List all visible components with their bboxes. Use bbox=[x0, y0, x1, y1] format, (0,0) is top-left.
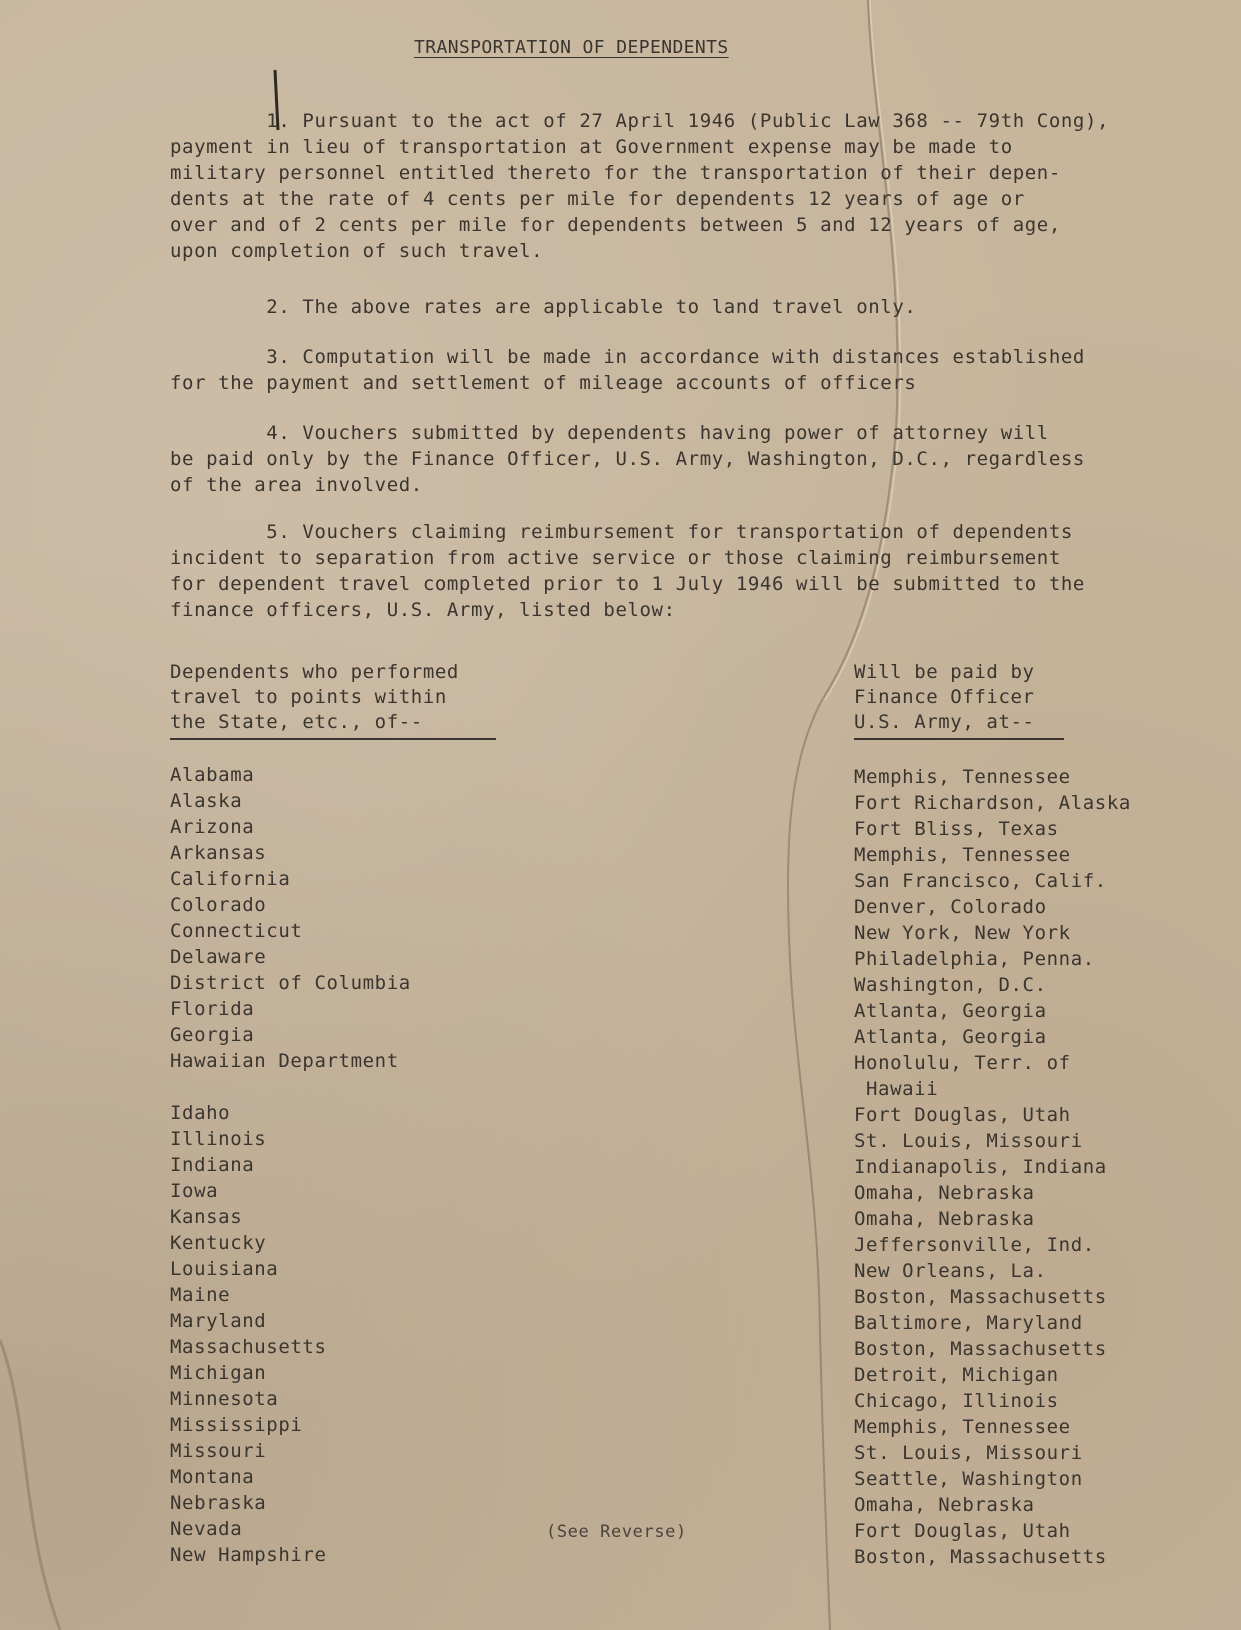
see-reverse-note: (See Reverse) bbox=[546, 1522, 687, 1542]
finance-office-line: Fort Bliss, Texas bbox=[854, 818, 1059, 840]
finance-office-line: Hawaii bbox=[866, 1078, 939, 1100]
state-name: Colorado bbox=[170, 894, 267, 916]
state-name: Florida bbox=[170, 998, 255, 1020]
finance-office bbox=[854, 1388, 1131, 1414]
paragraph-2 bbox=[170, 294, 1170, 320]
finance-office-list bbox=[854, 764, 1131, 1570]
state-name: Kansas bbox=[170, 1206, 243, 1228]
finance-office-line: Jeffersonville, Ind. bbox=[854, 1234, 1095, 1256]
state-name: Montana bbox=[170, 1466, 255, 1488]
state-name: Connecticut bbox=[170, 920, 303, 942]
paragraph-1 bbox=[170, 108, 1170, 264]
finance-office bbox=[854, 1128, 1131, 1154]
document-title: TRANSPORTATION OF DEPENDENTS bbox=[414, 37, 729, 58]
finance-office bbox=[854, 1232, 1131, 1258]
finance-office-line: Omaha, Nebraska bbox=[854, 1208, 1035, 1230]
finance-office-line: San Francisco, Calif. bbox=[854, 870, 1107, 892]
paragraph-line: over and of 2 cents per mile for dependents between 5 and 12 years of age, bbox=[170, 214, 1061, 236]
finance-office bbox=[854, 1050, 1131, 1102]
finance-office bbox=[854, 1492, 1131, 1518]
finance-office bbox=[854, 1544, 1131, 1570]
paragraph-line: payment in lieu of transportation at Government expense may be made to bbox=[170, 136, 1013, 158]
state-name: Alaska bbox=[170, 790, 243, 812]
finance-office bbox=[854, 998, 1131, 1024]
state-name: Maine bbox=[170, 1284, 231, 1306]
paragraph-line: for dependent travel completed prior to 1 July 1946 will be submitted to the bbox=[170, 573, 1085, 595]
finance-office bbox=[854, 1102, 1131, 1128]
state-name: Minnesota bbox=[170, 1388, 279, 1410]
finance-office-line: Indianapolis, Indiana bbox=[854, 1156, 1107, 1178]
paragraph-line: 1. Pursuant to the act of 27 April 1946 (Public Law 368 -- 79th Cong), bbox=[170, 110, 1110, 132]
paragraph-line: incident to separation from active service or those claiming reimbursement bbox=[170, 547, 1061, 569]
finance-office-line: Atlanta, Georgia bbox=[854, 1026, 1047, 1048]
finance-office bbox=[854, 790, 1131, 816]
state-list bbox=[170, 762, 411, 1568]
finance-office bbox=[854, 816, 1131, 842]
finance-office bbox=[854, 920, 1131, 946]
finance-office bbox=[854, 1284, 1131, 1310]
finance-office-line: St. Louis, Missouri bbox=[854, 1130, 1083, 1152]
finance-office bbox=[854, 868, 1131, 894]
paragraph-line: 4. Vouchers submitted by dependents having power of attorney will bbox=[170, 422, 1049, 444]
state-name: Missouri bbox=[170, 1440, 267, 1462]
paragraph-line: for the payment and settlement of mileage accounts of officers bbox=[170, 372, 917, 394]
state-name: Louisiana bbox=[170, 1258, 279, 1280]
paragraph-3 bbox=[170, 344, 1170, 396]
state-name: California bbox=[170, 868, 291, 890]
state-name: Hawaiian Department bbox=[170, 1050, 399, 1072]
paragraph-5 bbox=[170, 519, 1170, 623]
finance-office-line: St. Louis, Missouri bbox=[854, 1442, 1083, 1464]
state-name: Nebraska bbox=[170, 1492, 267, 1514]
state-name: Kentucky bbox=[170, 1232, 267, 1254]
finance-office bbox=[854, 1336, 1131, 1362]
paragraph-line: upon completion of such travel. bbox=[170, 240, 544, 262]
finance-office bbox=[854, 972, 1131, 998]
finance-office-line: Fort Richardson, Alaska bbox=[854, 792, 1131, 814]
finance-office-line: Atlanta, Georgia bbox=[854, 1000, 1047, 1022]
state-name: New Hampshire bbox=[170, 1544, 327, 1566]
finance-office-line: Memphis, Tennessee bbox=[854, 844, 1071, 866]
state-name: Arkansas bbox=[170, 842, 267, 864]
paragraph-line: military personnel entitled thereto for the transportation of their depen- bbox=[170, 162, 1061, 184]
state-name: Maryland bbox=[170, 1310, 267, 1332]
finance-office-line: Denver, Colorado bbox=[854, 896, 1047, 918]
state-name: Michigan bbox=[170, 1362, 267, 1384]
paragraph-line: 3. Computation will be made in accordance with distances established bbox=[170, 346, 1085, 368]
finance-office-line: Memphis, Tennessee bbox=[854, 766, 1071, 788]
finance-office-line: Fort Douglas, Utah bbox=[854, 1520, 1071, 1542]
finance-office bbox=[854, 764, 1131, 790]
finance-office-line: Fort Douglas, Utah bbox=[854, 1104, 1071, 1126]
left-column-header: Dependents who performed travel to points within the State, etc., of-- bbox=[170, 660, 496, 740]
finance-office-line: Chicago, Illinois bbox=[854, 1390, 1059, 1412]
finance-office-line: Washington, D.C. bbox=[854, 974, 1047, 996]
finance-office bbox=[854, 1414, 1131, 1440]
state-name: Mississippi bbox=[170, 1414, 303, 1436]
finance-office-line: Omaha, Nebraska bbox=[854, 1182, 1035, 1204]
finance-office bbox=[854, 1258, 1131, 1284]
finance-office-line: Philadelphia, Penna. bbox=[854, 948, 1095, 970]
paragraph-line: 5. Vouchers claiming reimbursement for transportation of dependents bbox=[170, 521, 1073, 543]
paragraph-line: be paid only by the Finance Officer, U.S. Army, Washington, D.C., regardless bbox=[170, 448, 1085, 470]
finance-office-line: Honolulu, Terr. of bbox=[854, 1052, 1071, 1074]
finance-office bbox=[854, 1518, 1131, 1544]
finance-office-line: Omaha, Nebraska bbox=[854, 1494, 1035, 1516]
finance-office bbox=[854, 1024, 1131, 1050]
paragraph-line: 2. The above rates are applicable to land travel only. bbox=[170, 296, 917, 318]
state-name: Iowa bbox=[170, 1180, 219, 1202]
state-name: District of Columbia bbox=[170, 972, 411, 994]
finance-office-line: Memphis, Tennessee bbox=[854, 1416, 1071, 1438]
finance-office bbox=[854, 842, 1131, 868]
state-name: Illinois bbox=[170, 1128, 267, 1150]
finance-office-line: Boston, Massachusetts bbox=[854, 1286, 1107, 1308]
finance-office-line: Seattle, Washington bbox=[854, 1468, 1083, 1490]
finance-office-line: Boston, Massachusetts bbox=[854, 1338, 1107, 1360]
finance-office bbox=[854, 1206, 1131, 1232]
paragraph-line: dents at the rate of 4 cents per mile for dependents 12 years of age or bbox=[170, 188, 1025, 210]
state-name: Georgia bbox=[170, 1024, 255, 1046]
finance-office-line: Baltimore, Maryland bbox=[854, 1312, 1083, 1334]
finance-office-line: New York, New York bbox=[854, 922, 1071, 944]
state-name: Alabama bbox=[170, 764, 255, 786]
paragraph-line: of the area involved. bbox=[170, 474, 423, 496]
right-column-header: Will be paid by Finance Officer U.S. Army, at-- bbox=[854, 660, 1064, 740]
finance-office bbox=[854, 1180, 1131, 1206]
finance-office bbox=[854, 1466, 1131, 1492]
paragraph-line: finance officers, U.S. Army, listed below: bbox=[170, 599, 676, 621]
state-name: Arizona bbox=[170, 816, 255, 838]
state-name: Delaware bbox=[170, 946, 267, 968]
finance-office bbox=[854, 894, 1131, 920]
paragraph-4 bbox=[170, 420, 1170, 498]
finance-office bbox=[854, 1310, 1131, 1336]
state-name: Massachusetts bbox=[170, 1336, 327, 1358]
state-name: Indiana bbox=[170, 1154, 255, 1176]
finance-office bbox=[854, 1362, 1131, 1388]
finance-office-line: New Orleans, La. bbox=[854, 1260, 1047, 1282]
finance-office bbox=[854, 1154, 1131, 1180]
state-name: Nevada bbox=[170, 1518, 243, 1540]
finance-office-line: Detroit, Michigan bbox=[854, 1364, 1059, 1386]
finance-office bbox=[854, 946, 1131, 972]
finance-office-line: Boston, Massachusetts bbox=[854, 1546, 1107, 1568]
finance-office bbox=[854, 1440, 1131, 1466]
state-name: Idaho bbox=[170, 1102, 231, 1124]
